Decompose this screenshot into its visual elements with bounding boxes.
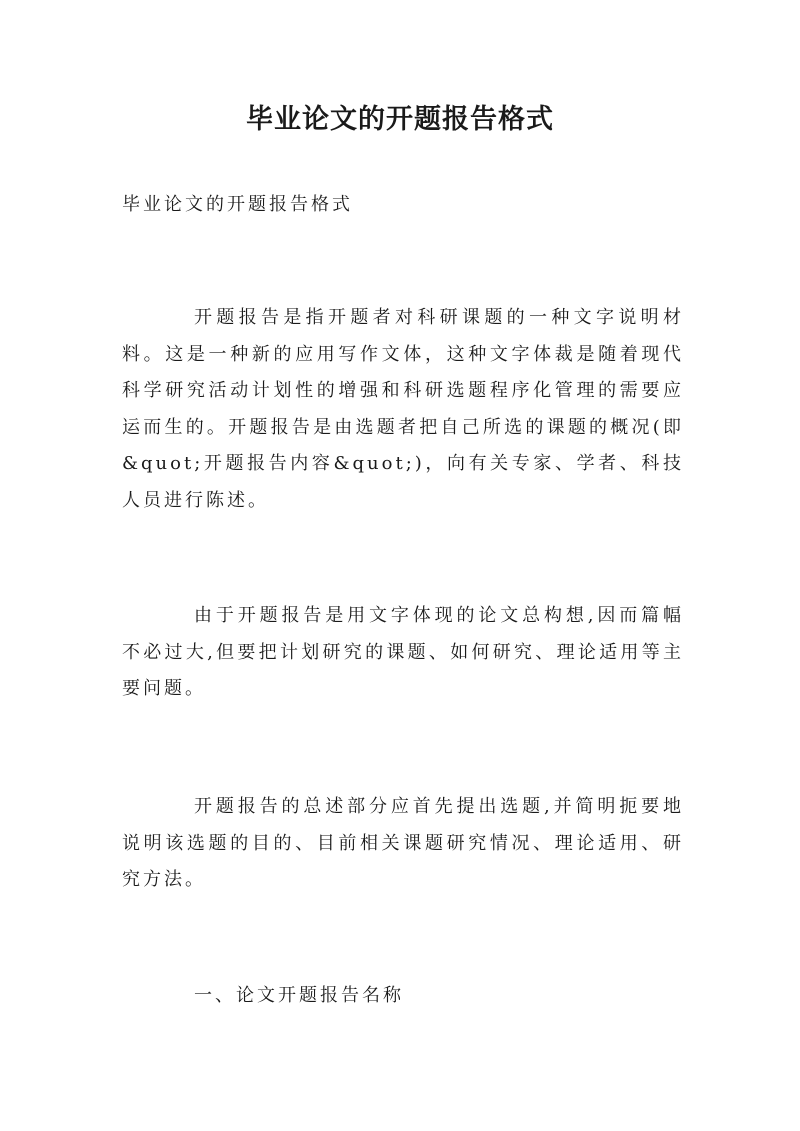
document-subtitle: 毕业论文的开题报告格式 bbox=[122, 194, 353, 215]
section-heading: 一、论文开题报告名称 bbox=[194, 985, 404, 1006]
paragraph-overview: 开题报告的总述部分应首先提出选题,并简明扼要地说明该选题的目的、目前相关课题研究情况、理论适用、研究方法。 bbox=[122, 796, 684, 890]
document-title: 毕业论文的开题报告格式 bbox=[246, 104, 554, 135]
paragraph-definition: 开题报告是指开题者对科研课题的一种文字说明材料。这是一种新的应用写作文体，这种文字体裁是随着现代科学研究活动计划性的增强和科研选题程序化管理的需要应运而生的。开题报告是由选题者把自己所选的课题的概况(即&quot;开题报告内容&quot;)，向有关专家、学者、科技人员进行陈述。 bbox=[122, 307, 684, 511]
paragraph-length: 由于开题报告是用文字体现的论文总构想,因而篇幅不必过大,但要把计划研究的课题、如何研究、理论适用等主要问题。 bbox=[122, 605, 684, 699]
